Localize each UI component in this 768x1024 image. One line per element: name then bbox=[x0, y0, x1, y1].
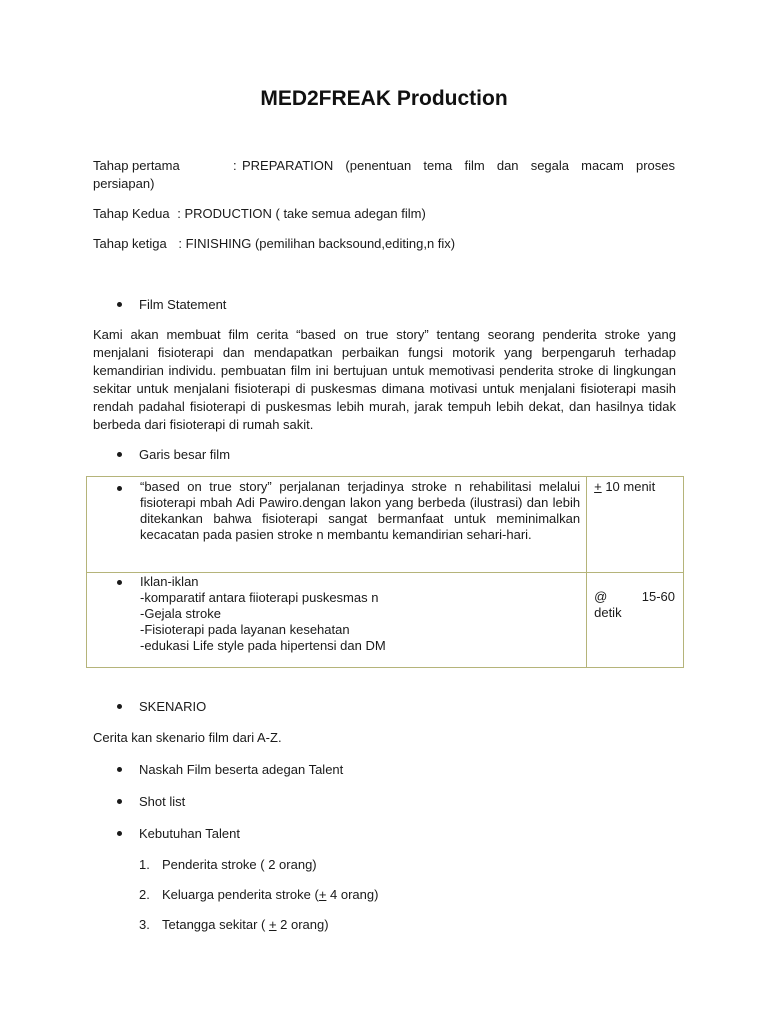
row-2-line: -Fisioterapi pada layanan kesehatan bbox=[140, 622, 350, 637]
stage-1 bbox=[93, 157, 675, 193]
plus-minus-sign: + bbox=[318, 887, 327, 902]
list-number: 1. bbox=[139, 857, 150, 872]
talent-item-2 bbox=[139, 886, 378, 904]
stage-3 bbox=[93, 235, 455, 253]
stage-2 bbox=[93, 205, 426, 223]
talent-text: Tetangga sekitar ( bbox=[162, 917, 269, 932]
stage-1-value: PREPARATION (penentuan tema film dan segala macam proses bbox=[242, 158, 675, 173]
page-title: MED2FREAK Production bbox=[260, 87, 508, 110]
skenario-body: Cerita kan skenario film dari A-Z. bbox=[93, 730, 282, 745]
talent-text: 2 orang) bbox=[276, 917, 329, 932]
bullet-icon bbox=[117, 452, 122, 457]
bullet-icon bbox=[117, 580, 122, 585]
skenario-item: Kebutuhan Talent bbox=[139, 826, 240, 841]
row-2-line: -komparatif antara fiioterapi puskesmas n bbox=[140, 590, 379, 605]
list-number: 2. bbox=[139, 887, 150, 902]
talent-item-3 bbox=[139, 916, 329, 934]
table-cell bbox=[587, 573, 684, 668]
stage-2-value: PRODUCTION ( take semua adegan film) bbox=[184, 206, 426, 221]
skenario-heading: SKENARIO bbox=[139, 699, 207, 714]
table-row bbox=[87, 477, 684, 573]
row-2-duration-unit: detik bbox=[594, 605, 622, 620]
stage-3-sep: : bbox=[178, 236, 182, 251]
skenario-item: Shot list bbox=[139, 794, 186, 809]
table-cell bbox=[587, 477, 684, 573]
plus-minus-sign: + bbox=[268, 917, 277, 932]
row-1-duration-sign: + bbox=[594, 479, 602, 494]
talent-text: Penderita stroke ( 2 orang) bbox=[162, 857, 317, 872]
row-2-line: -edukasi Life style pada hipertensi dan DM bbox=[140, 638, 386, 653]
garis-besar-heading: Garis besar film bbox=[139, 447, 231, 462]
film-statement-body: Kami akan membuat film cerita “based on true story” tentang seorang penderita stroke yang menjalani fisioterapi dan mendapatkan perbaikan fungsi motorik yang berpengaruh terhadap kemandirian individu. pembuatan film ini bertujuan untuk memotivasi penderita stroke di lingkungan sekitar untuk menjalani fisioterapi di puskesmas dimana motivasi untuk menjalani fisioterapi masih rendah padahal fisioterapi di puskesmas lebih murah, jarak tempuh lebih dekat, dan hasilnya tidak berbeda dari fisioterapi di rumah sakit. bbox=[93, 327, 676, 432]
talent-text: Keluarga penderita stroke ( bbox=[162, 887, 319, 902]
bullet-icon bbox=[117, 486, 122, 491]
table-cell bbox=[87, 477, 587, 573]
table-cell bbox=[87, 573, 587, 668]
row-1-content: “based on true story” perjalanan terjadinya stroke n rehabilitasi melalui fisioterapi mbah Adi Pawiro.dengan lakon yang berbeda (ilustrasi) dan lebih ditekankan bahwa fisioterapi sangat bermanfaat untuk meminimalkan kecacatan pada pasien stroke n membantu kemandirian sehari-hari. bbox=[140, 479, 581, 542]
row-2-line: -Gejala stroke bbox=[140, 606, 221, 621]
talent-text: 4 orang) bbox=[326, 887, 379, 902]
stage-3-value: FINISHING (pemilihan backsound,editing,n fix) bbox=[185, 236, 456, 251]
bullet-icon bbox=[117, 302, 122, 307]
row-2-duration-range: 15-60 bbox=[641, 589, 675, 604]
stage-2-sep: : bbox=[177, 206, 181, 221]
row-2-duration-at: @ bbox=[594, 589, 608, 604]
stage-1-value-cont: persiapan) bbox=[93, 176, 155, 191]
bullet-icon bbox=[117, 831, 122, 836]
stage-1-label: Tahap pertama bbox=[93, 158, 180, 173]
list-number: 3. bbox=[139, 917, 150, 932]
skenario-item: Naskah Film beserta adegan Talent bbox=[139, 762, 344, 777]
bullet-icon bbox=[117, 704, 122, 709]
film-statement-heading: Film Statement bbox=[139, 297, 227, 312]
row-2-line: Iklan-iklan bbox=[140, 574, 199, 589]
bullet-icon bbox=[117, 799, 122, 804]
bullet-icon bbox=[117, 767, 122, 772]
talent-item-1 bbox=[139, 856, 317, 874]
stage-1-sep: : bbox=[233, 158, 237, 173]
table-row bbox=[87, 573, 684, 668]
stage-2-label: Tahap Kedua bbox=[93, 206, 170, 221]
row-1-duration: 10 menit bbox=[601, 479, 656, 494]
stage-3-label: Tahap ketiga bbox=[93, 236, 167, 251]
garis-besar-table bbox=[86, 476, 684, 668]
